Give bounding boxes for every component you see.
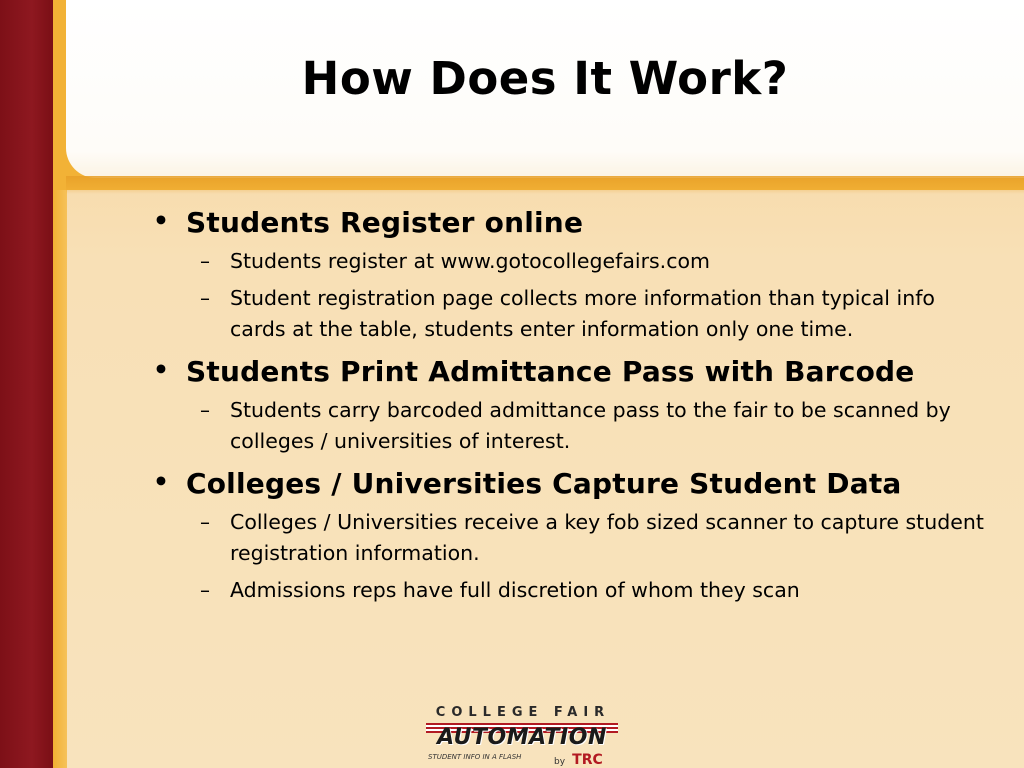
bullet-marker: • <box>153 467 169 496</box>
bullet-item-capture-data <box>150 465 990 606</box>
bullet-marker: • <box>153 206 169 235</box>
bullet-item-register <box>150 204 990 345</box>
logo-brand-trc: TRC <box>572 752 603 768</box>
sub-bullet-item <box>186 395 990 457</box>
sub-bullet-text: Students carry barcoded admittance pass to the fair to be scanned by colleges / universities of interest. <box>230 398 951 453</box>
sub-bullet-text: Colleges / Universities receive a key fob sized scanner to capture student registration information. <box>230 510 984 565</box>
bullet-text: Students Register online <box>186 206 584 239</box>
sub-bullet-marker: – <box>200 249 210 273</box>
left-maroon-bar <box>0 0 53 768</box>
slide-title: How Does It Work? <box>301 52 789 105</box>
sub-bullet-text: Student registration page collects more information than typical info cards at the table, students enter information only one time. <box>230 286 935 341</box>
sub-bullet-text: Students register at www.gotocollegefairs.com <box>230 249 710 273</box>
bullet-item-print-pass <box>150 353 990 457</box>
sub-bullet-list <box>186 507 990 606</box>
bullet-marker: • <box>153 355 169 384</box>
header-shadow <box>66 176 1024 194</box>
logo-byline <box>554 749 603 768</box>
sub-bullet-text: Admissions reps have full discretion of whom they scan <box>230 578 800 602</box>
logo-by: by <box>554 757 566 767</box>
bullet-text: Students Print Admittance Pass with Barcode <box>186 355 915 388</box>
sub-bullet-list <box>186 395 990 457</box>
sub-bullet-marker: – <box>200 398 210 422</box>
sub-bullet-list <box>186 246 990 345</box>
logo-tagline: STUDENT INFO IN A FLASH <box>428 753 522 761</box>
logo-line-college-fair: COLLEGE FAIR <box>435 705 611 720</box>
sub-bullet-marker: – <box>200 286 210 310</box>
sub-bullet-marker: – <box>200 578 210 602</box>
bullet-list <box>150 204 990 614</box>
sub-bullet-item <box>186 246 990 277</box>
sub-bullet-marker: – <box>200 510 210 534</box>
college-fair-automation-logo <box>424 703 620 768</box>
sub-bullet-item <box>186 283 990 345</box>
bullet-text: Colleges / Universities Capture Student Data <box>186 467 902 500</box>
sub-bullet-item <box>186 575 990 606</box>
logo-line-automation: AUTOMATION <box>437 725 607 750</box>
sub-bullet-item <box>186 507 990 569</box>
